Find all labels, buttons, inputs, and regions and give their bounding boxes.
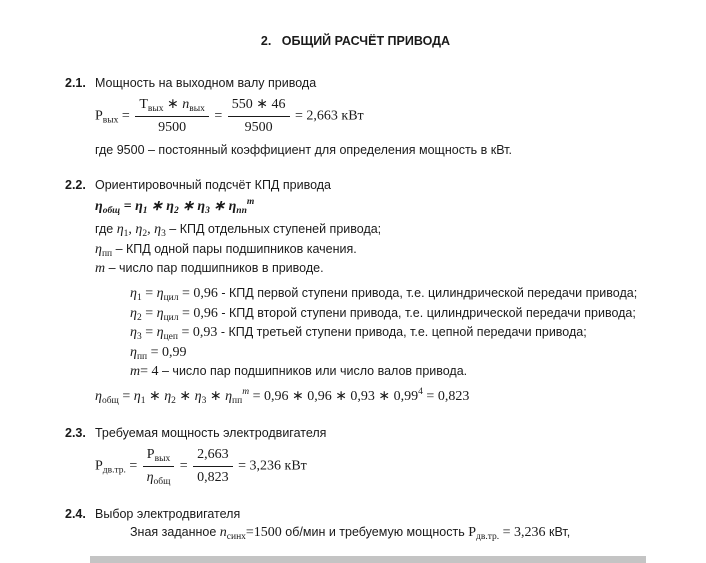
eta-3-definition: $\eta_3 = \eta_{цеп} = 0,93$ - КПД третьей ступени привода, т.е. цепной передачи привода; [130, 325, 587, 342]
section-2-1 [65, 74, 646, 159]
section-2-1-body [95, 95, 646, 159]
section-2-4-head [65, 505, 646, 523]
eta-1-definition: $\eta_1 = \eta_{цил} = 0,96$ - КПД первой ступени привода, т.е. цилиндрической передачи привода; [130, 286, 638, 303]
where-line-m: m – число пар подшипников в приводе. [95, 261, 324, 276]
fraction: $\frac{Р_{вых}}{\eta_{общ}}$ [143, 445, 174, 488]
motor-selection-line: Зная заданное $n_{синх}=1500$ об/мин и требуемую мощность $Р_{дв.тр.} = 3,236$ кВт, [130, 525, 571, 542]
section-2-3-number: 2.3. [65, 426, 86, 440]
section-2-2 [65, 176, 646, 407]
section-2-4-heading: Выбор электродвигателя [95, 507, 241, 521]
m-value: m= 4 – число пар подшипников или число валов привода. [130, 364, 468, 379]
formula-total-efficiency: $\eta_{общ} = \eta_1$ ∗ $\eta_2$ ∗ $\eta_3$ ∗ $\eta_{пп}^m$ [95, 197, 255, 216]
formula-output-power: $Р_{вых}$ = $\frac{Т_{вых} ∗ n_{вых}}{9500}$ = $\frac{550 ∗ 46}{9500}$ = 2,663 кВт [95, 95, 646, 138]
section-2-1-head [65, 74, 646, 92]
section-2-2-number: 2.2. [65, 178, 86, 192]
section-2-1-heading: Мощность на выходном валу привода [95, 76, 317, 90]
section-2-3-body [95, 445, 646, 488]
section-2-1-number: 2.1. [65, 76, 86, 90]
eta-2-definition: $\eta_2 = \eta_{цил} = 0,96$ - КПД второй ступени привода, т.е. цилиндрической передачи привода; [130, 305, 636, 323]
section-2-3-heading: Требуемая мощность электродвигателя [95, 426, 327, 440]
formula-required-motor-power: $Р_{дв.тр.}$ = $\frac{Р_{вых}}{\eta_{общ}}$ = $\frac{2,663}{0,823}$ = 3,236 кВт [95, 447, 307, 487]
section-2-4 [65, 505, 646, 543]
page-title: 2. ОБЩИЙ РАСЧЁТ ПРИВОДА [260, 34, 451, 48]
fraction: $\frac{Т_{вых} ∗ n_{вых}}{9500}$ [135, 95, 209, 138]
fraction: $\frac{550 ∗ 46}{9500}$ [228, 95, 290, 138]
fraction: $\frac{2,663}{0,823}$ [193, 445, 233, 488]
section-2-2-head [65, 176, 646, 194]
section-2-4-body [95, 523, 646, 543]
section-2-2-body [95, 197, 646, 407]
where-line-bearings: $\eta_{пп}$ – КПД одной пары подшипников качения. [95, 241, 357, 259]
section-2-3-head [65, 424, 646, 442]
next-line-highlight [90, 556, 646, 563]
section-2-3 [65, 424, 646, 488]
formula-efficiency-result: $\eta_{общ} = \eta_1$ ∗ $\eta_2$ ∗ $\eta_3$ ∗ $\eta_{пп}^m = 0,96$ ∗ 0,96 ∗ 0,93 ∗ $0,99^4 = 0,823$ [95, 387, 470, 406]
section-2-4-number: 2.4. [65, 507, 86, 521]
formula-note-9500: где 9500 – постоянный коэффициент для определения мощность в кВт. [95, 143, 512, 157]
eta-pp-value: $\eta_{пп} = 0,99$ [130, 344, 187, 362]
where-line-stages: где $\eta_1$, $\eta_2$, $\eta_3$ – КПД отдельных ступеней привода; [95, 222, 382, 239]
section-2-2-heading: Ориентировочный подсчёт КПД привода [95, 178, 331, 192]
